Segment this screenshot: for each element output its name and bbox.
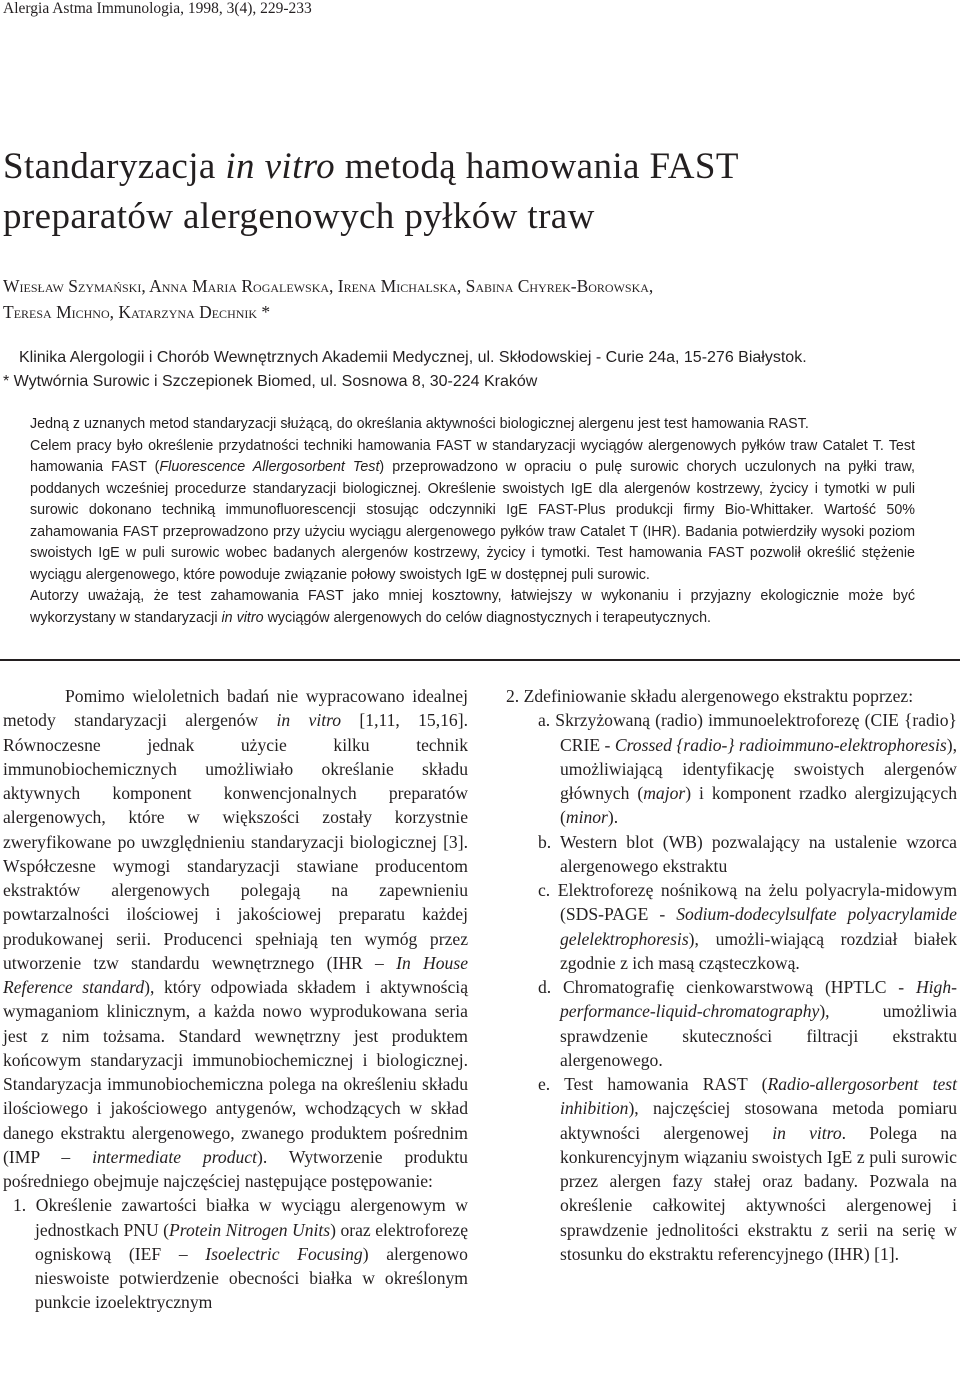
body-italic: Isoelectric Focusing xyxy=(205,1243,363,1264)
left-column xyxy=(3,684,468,1315)
body-text: Pomimo wieloletnich badań nie wypracowano idealnej metody standaryzacji alergenów xyxy=(3,686,468,731)
sub-item-c xyxy=(496,878,957,975)
affiliations xyxy=(3,346,953,394)
body-text: ), umożliwiającą identyfikację swoistych alergenów głównych ( xyxy=(560,734,957,803)
journal-reference: Alergia Astma Immunologia, 1998, 3(4), 229-233 xyxy=(3,0,312,17)
body-text: ). Wytworzenie produktu pośredniego obejmuje najczęściej następujące postępowanie: xyxy=(3,1146,468,1191)
title-italic: in vitro xyxy=(225,146,336,187)
body-paragraph xyxy=(3,684,468,1193)
body-text: ), najczęściej stosowana metoda pomiaru aktywności alergenowej xyxy=(560,1098,957,1143)
body-italic: in vitro xyxy=(276,710,342,731)
body-text: ). xyxy=(607,807,619,828)
abstract xyxy=(30,414,915,629)
body-text: e. Test hamowania RAST ( xyxy=(538,1074,768,1094)
body-text: ), umożli-wiającą rozdział białek zgodnie z ich masą cząsteczkową. xyxy=(560,928,957,973)
body-italic: Protein Nitrogen Units xyxy=(169,1219,331,1240)
sub-item-d xyxy=(496,975,957,1072)
sub-item-b: b. Western blot (WB) pozwalający na ustalenie wzorca alergenowego ekstraktu xyxy=(538,831,957,876)
body-text: d. Chromatografię cienkowarstwową (HPTLC - xyxy=(538,977,916,997)
body-text: ) oraz elektroforezę ogniskową (IEF – xyxy=(35,1219,469,1264)
abstract-text: Autorzy uważają, że test zahamowania FAST jako mniej kosztowny, łatwiejszy w wykonaniu i przyjazny ekologicznie może być wykorzystany w standaryzacji xyxy=(30,588,915,626)
sub-item-e xyxy=(496,1072,957,1266)
abstract-text: Celem pracy było określenie przydatności techniki hamowania FAST w standaryzacji wyciągów alergenowych pyłków traw Catalet T. Test hamowania FAST ( xyxy=(30,437,915,475)
body-italic: Crossed {radio-} radioimmuno-elektrophoresis xyxy=(614,734,947,755)
body-text: c. Elektroforezę nośnikową na żelu polyacryla-midowym (SDS-PAGE - xyxy=(538,880,957,925)
body-italic: High-performance-liquid-chromatography xyxy=(560,977,957,1022)
section-divider xyxy=(0,659,960,661)
body-italic: In House Reference standard xyxy=(3,952,469,997)
body-italic: major xyxy=(643,783,686,803)
list-item-2: 2. Zdefiniowanie składu alergenowego ekstraktu poprzez: xyxy=(506,686,914,706)
body-text: ), umożliwia sprawdzenie skuteczności filtracji ekstraktu alergenowego. xyxy=(560,1001,957,1070)
body-italic: Radio-allergosorbent test inhibition xyxy=(560,1074,958,1119)
authors xyxy=(3,273,953,325)
authors-line-1: Wiesław Szymański, Anna Maria Rogalewska, Irena Michalska, Sabina Chyrek-Borowska, xyxy=(3,276,654,296)
body-italic: minor xyxy=(565,807,608,828)
body-text: 1. Określenie zawartości białka w wyciągu alergenowym w jednostkach PNU ( xyxy=(13,1195,468,1240)
body-text: ), który odpowiada składem i aktywnością wymaganiom klinicznym, a każda nowo wyprodukowana seria jest z nim tożsama. Standard wewnętrzny jest produktem końcowym standaryzacji immunobiochemicznej i biologicznej. Standaryzacja immunobiochemiczna polega na określeniu składu ilościowego i jakościowego antygenów, wchodzących w skład danego ekstraktu alergenowego, zwanego produktem pośrednim (IMP – xyxy=(3,977,469,1167)
abstract-text: ) przeprowadzono w opraciu o pulę surowic chorych uczulonych na pyłki traw, poddanych wcześniej procedurze standaryzacji biologicznej. Określenie swoistych IgE dla alergenów kostrzewy, życicy i tymotki w puli surowic dokonano techniką immunofluorescencji stosując odczynniki IgE FAST-Plus produkcji firmy Bio-Whittaker. Wartość 50% zahamowania FAST przeprowadzono przy użyciu wyciągu alergenowego pyłków traw Catalet T (IHR). Badania potwierdziły wysoki poziom swoistych IgE w puli surowic wobec badanych alergenów kostrzewy, życicy i tymotki. Test hamowania FAST pozwolił określić stężenie wyciągu alergenowego, które powoduje związanie połowy swoistych IgE w dostępnej puli surowic. xyxy=(30,459,915,583)
abstract-paragraph-1: Jedną z uznanych metod standaryzacji służącą, do określania aktywności biologicznej alergenu jest test hamowania RAST. xyxy=(30,416,809,432)
title-part: metodą hamowania FAST xyxy=(335,146,739,187)
abstract-italic: Fluorescence Allergosorbent Test xyxy=(159,459,380,475)
title-line-2: preparatów alergenowych pyłków traw xyxy=(3,196,595,237)
abstract-text: wyciągów alergenowych do celów diagnostycznych i terapeutycznych. xyxy=(263,609,711,626)
body-text: ) i komponent rzadko alergizujących ( xyxy=(560,783,957,828)
affiliation-2: * Wytwórnia Surowic i Szczepionek Biomed, ul. Sosnowa 8, 30-224 Kraków xyxy=(3,373,538,390)
sub-item-a xyxy=(496,708,957,829)
right-column xyxy=(496,684,957,1266)
list-item-1 xyxy=(3,1193,468,1314)
title-part: Standaryzacja xyxy=(3,146,226,187)
body-text: a. Skrzyżowaną (radio) immunoelektroforezę (CIE {radio} CRIE - xyxy=(538,710,957,755)
sub-list xyxy=(496,708,957,1266)
body-text: ) alergenowo nieswoiste potwierdzenie obecności białka w określonym punkcie izoelektrycznym xyxy=(35,1243,468,1313)
body-text: [1,11, 15,16]. Równoczesne jednak użycie kilku technik immunobiochemicznych umożliwiało określanie składu aktywnych komponent konwencjonalnych preparatów alergenowych, które w większości zostały korzystnie zweryfikowane po uwzględnieniu standaryzacji biologicznej [3]. Współczesne wymogi standaryzacji stawiane producentom ekstraktów alergenowych polegają na zapewnieniu powtarzalności ilościowej i jakościowej preparatu każdej produkowanej serii. Producenci spełniają ten wymóg przez utworzenie tzw standardu wewnętrznego (IHR – xyxy=(3,710,468,973)
abstract-paragraph-2 xyxy=(30,436,915,587)
abstract-italic: in vitro xyxy=(221,609,264,626)
article-title xyxy=(3,142,953,242)
body-text: . Polega na konkurencyjnym wiązaniu swoistych IgE z puli surowic przez alergen fazy stałej oraz badany. Pozwala na określenie całkowitej aktywności alergenowej i sprawdzenie jednolitości ekstraktu z serii na serię w stosunku do ekstraktu referencyjnego (IHR) [1]. xyxy=(560,1122,957,1264)
authors-line-2: Teresa Michno, Katarzyna Dechnik * xyxy=(3,302,271,322)
body-italic: intermediate product xyxy=(92,1146,257,1167)
body-italic: Sodium-dodecylsulfate polyacrylamide gelelektrophoresis xyxy=(560,904,957,949)
affiliation-1: Klinika Alergologii i Chorób Wewnętrznych Akademii Medycznej, ul. Skłodowskiej - Curie 24a, 15-276 Białystok. xyxy=(19,349,807,366)
abstract-paragraph-3 xyxy=(30,586,915,629)
body-italic: in vitro xyxy=(772,1122,842,1143)
